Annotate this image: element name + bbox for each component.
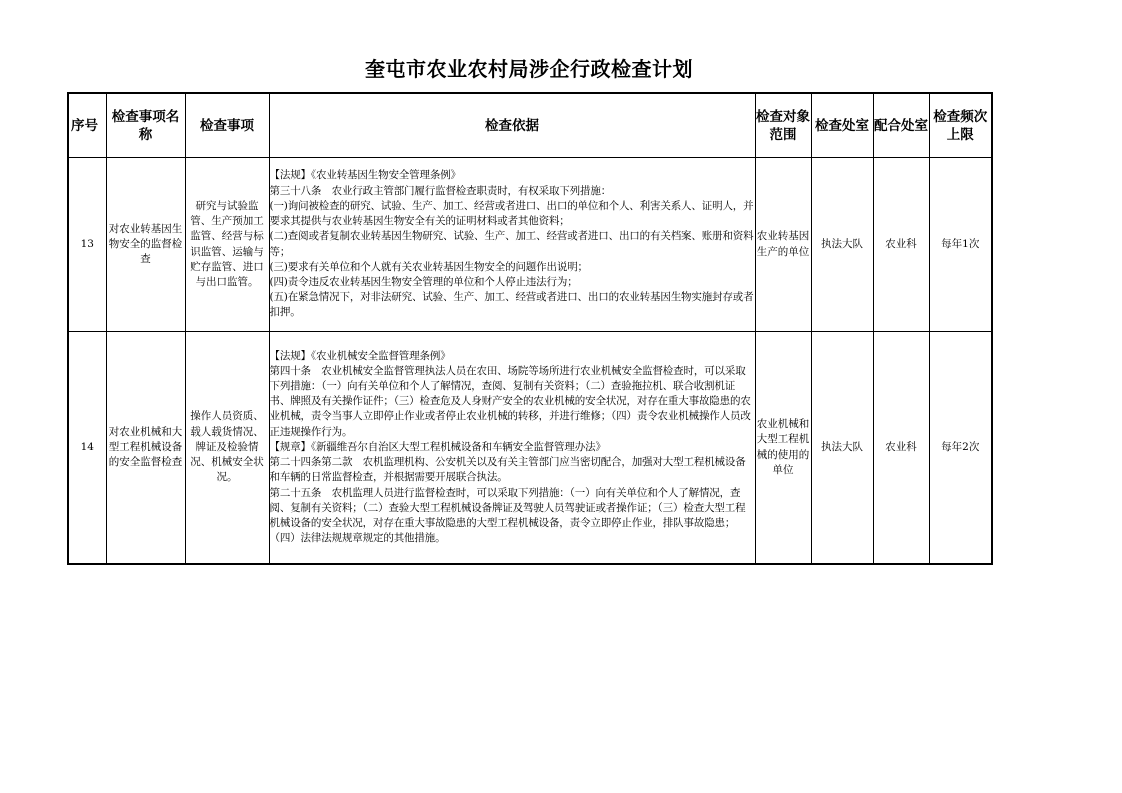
basis-line: 第四十条 农业机械安全监督管理执法人员在农田、场院等场所进行农业机械安全监督检查时，可以采取下列措施：（一）向有关单位和个人了解情况，查阅、复制有关资料；（二）查验拖拉机、联合收割机证书、牌照及有关操作证件；（三）检查危及人身财产安全的农业机械的安全状况，对存在重大事故隐患的农业机械，责令当事人立即停止作业或者停止农业机械的转移，并进行维修；（四）责令农业机械操作人员改正违规操作行为。 [269, 364, 751, 438]
header-scope: 检查对象范围 [755, 93, 811, 158]
header-dept: 检查处室 [811, 93, 873, 158]
cell-items: 操作人员资质、载人载货情况、牌证及检验情况、机械安全状况。 [185, 332, 269, 565]
cell-seq: 14 [68, 332, 106, 565]
cell-coop: 农业科 [873, 158, 929, 332]
table-header-row [68, 93, 992, 158]
basis-line: (一)询问被检查的研究、试验、生产、加工、经营或者进口、出口的单位和个人、利害关系人、证明人，并要求其提供与农业转基因生物安全有关的证明材料或者其他资料； [269, 199, 754, 228]
table-row [68, 332, 992, 565]
cell-item-name: 对农业机械和大型工程机械设备的安全监督检查 [106, 332, 185, 565]
header-seq: 序号 [68, 93, 106, 158]
basis-line: 第二十四条第二款 农机监理机构、公安机关以及有关主管部门应当密切配合，加强对大型工程机械设备和车辆的日常监督检查，并根据需要开展联合执法。 [269, 456, 746, 484]
cell-basis [269, 158, 755, 332]
basis-line: (五)在紧急情况下，对非法研究、试验、生产、加工、经营或者进口、出口的农业转基因生物实施封存或者扣押。 [269, 291, 754, 319]
basis-line: (三)要求有关单位和个人就有关农业转基因生物安全的问题作出说明； [269, 260, 588, 273]
table-row [68, 158, 992, 332]
header-basis: 检查依据 [269, 93, 755, 158]
basis-line: 【规章】《新疆维吾尔自治区大型工程机械设备和车辆安全监督管理办法》 [269, 440, 606, 453]
header-item-name: 检查事项名称 [106, 93, 185, 158]
basis-line: (四)责令违反农业转基因生物安全管理的单位和个人停止违法行为； [269, 275, 578, 288]
cell-basis [269, 332, 755, 565]
basis-line: 【法规】《农业机械安全监督管理条例》 [269, 349, 451, 362]
cell-dept: 执法大队 [811, 332, 873, 565]
cell-item-name: 对农业转基因生物安全的监督检查 [106, 158, 185, 332]
cell-items: 研究与试验监管、生产预加工监管、经营与标识监管、运输与贮存监管、进口与出口监管。 [185, 158, 269, 332]
cell-dept: 执法大队 [811, 158, 873, 332]
basis-line: 【法规】《农业转基因生物安全管理条例》 [269, 169, 461, 182]
page-title: 奎屯市农业农村局涉企行政检查计划 [365, 57, 693, 81]
header-items: 检查事项 [185, 93, 269, 158]
header-coop: 配合处室 [873, 93, 929, 158]
cell-scope: 农业转基因生产的单位 [755, 158, 811, 332]
cell-seq: 13 [68, 158, 106, 332]
cell-freq: 每年1次 [929, 158, 992, 332]
header-freq: 检查频次上限 [929, 93, 992, 158]
basis-line: (二)查阅或者复制农业转基因生物研究、试验、生产、加工、经营或者进口、出口的有关档案、账册和资料等； [269, 230, 754, 258]
cell-coop: 农业科 [873, 332, 929, 565]
basis-line: 第三十八条 农业行政主管部门履行监督检查职责时，有权采取下列措施： [269, 184, 612, 197]
basis-line: 第二十五条 农机监理人员进行监督检查时，可以采取下列措施：（一）向有关单位和个人了解情况，查阅、复制有关资料；（二）查验大型工程机械设备牌证及驾驶人员驾驶证或者操作证；（三）检查大型工程机械设备的安全状况，对存在重大事故隐患的大型工程机械设备，责令立即停止作业，排队事故隐患；（四）法律法规规章规定的其他措施。 [269, 486, 746, 545]
cell-scope: 农业机械和大型工程机械的使用的单位 [755, 332, 811, 565]
inspection-plan-table [67, 92, 993, 565]
cell-freq: 每年2次 [929, 332, 992, 565]
